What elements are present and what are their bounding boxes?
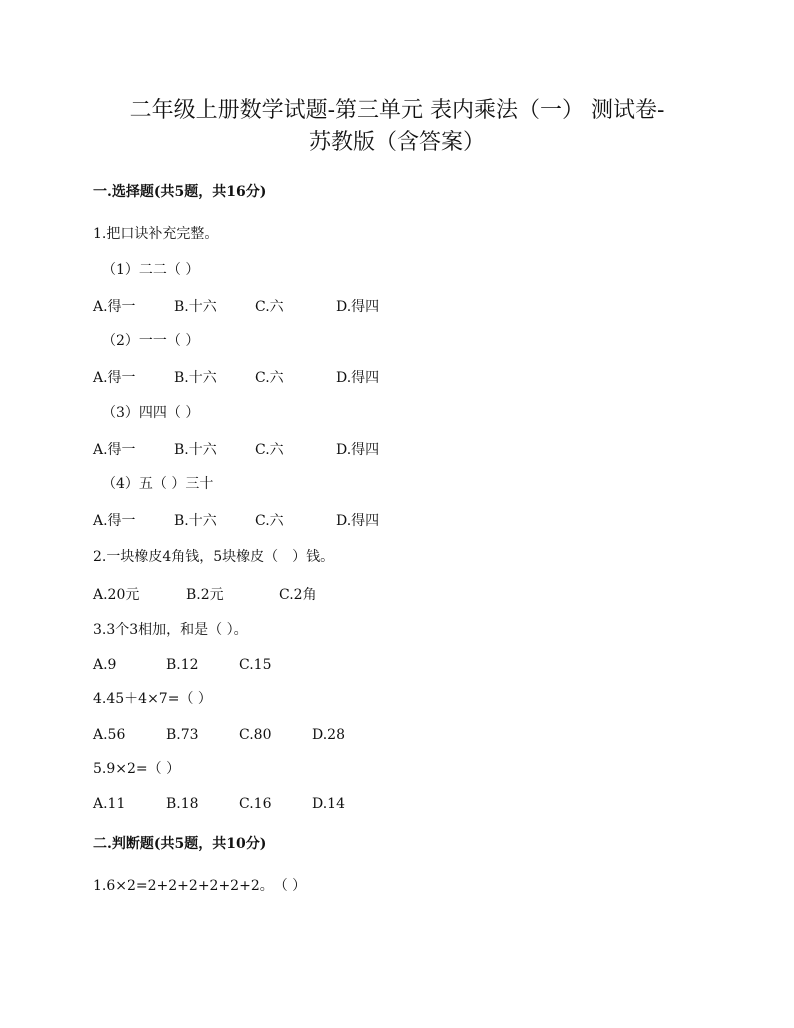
question-4-stem: 4.45＋4×7=（ ）: [93, 691, 212, 707]
doc-title-line-2: 苏教版（含答案）: [308, 130, 485, 155]
question-5-stem: 5.9×2=（ ）: [93, 761, 181, 777]
option-a: A.得一: [93, 299, 136, 315]
question-1-part-2: （2）一一（ ）: [102, 333, 200, 349]
option-c: C.六: [255, 513, 284, 529]
question-2-stem: 2.一块橡皮4角钱，5块橡皮（ ）钱。: [93, 549, 335, 565]
option-d: D.得四: [336, 442, 380, 458]
question-2-options: [93, 585, 372, 605]
question-1-part-1: （1）二二（ ）: [102, 262, 200, 278]
option-d: D.14: [312, 796, 345, 812]
option-a: A.得一: [93, 370, 136, 386]
option-a: A.得一: [93, 513, 136, 529]
option-c: C.80: [239, 727, 272, 743]
option-a: A.20元: [93, 587, 140, 603]
option-b: B.十六: [174, 299, 217, 315]
question-1-part-3: （3）四四（ ）: [102, 405, 200, 421]
question-1-stem: 1.把口诀补充完整。: [93, 226, 219, 242]
option-b: B.十六: [174, 370, 217, 386]
option-c: C.16: [239, 796, 272, 812]
option-d: D.得四: [336, 513, 380, 529]
option-b: B.73: [166, 727, 199, 743]
option-b: B.十六: [174, 513, 217, 529]
option-a: A.得一: [93, 442, 136, 458]
option-a: A.56: [93, 727, 126, 743]
question-1-part-2-options: [93, 368, 417, 388]
option-b: B.2元: [186, 587, 224, 603]
option-b: B.12: [166, 657, 199, 673]
option-a: A.11: [93, 796, 126, 812]
judgment-1-stem: 1.6×2=2+2+2+2+2+2。 （ ）: [93, 878, 307, 894]
option-d: D.得四: [336, 370, 380, 386]
question-5-options: [93, 794, 385, 814]
doc-title-line-1: 二年级上册数学试题-第三单元 表内乘法（一） 测试卷-: [129, 98, 665, 123]
option-c: C.15: [239, 657, 272, 673]
question-1-part-1-options: [93, 297, 417, 317]
option-b: B.十六: [174, 442, 217, 458]
question-4-options: [93, 725, 385, 745]
option-c: C.六: [255, 370, 284, 386]
question-3-options: [93, 655, 312, 675]
question-1-part-4-options: [93, 511, 417, 531]
option-d: D.得四: [336, 299, 380, 315]
question-1-part-3-options: [93, 440, 417, 460]
option-c: C.六: [255, 299, 284, 315]
section-heading-judgment: 二.判断题(共5题，共10分): [93, 836, 267, 852]
option-a: A.9: [93, 657, 117, 673]
question-1-part-4: （4）五（ ）三十: [102, 476, 214, 492]
option-c: C.六: [255, 442, 284, 458]
section-heading-choice: 一.选择题(共5题，共16分): [93, 184, 267, 200]
option-c: C.2角: [279, 587, 317, 603]
question-3-stem: 3.3个3相加，和是（ ）。: [93, 622, 248, 638]
option-b: B.18: [166, 796, 199, 812]
option-d: D.28: [312, 727, 345, 743]
